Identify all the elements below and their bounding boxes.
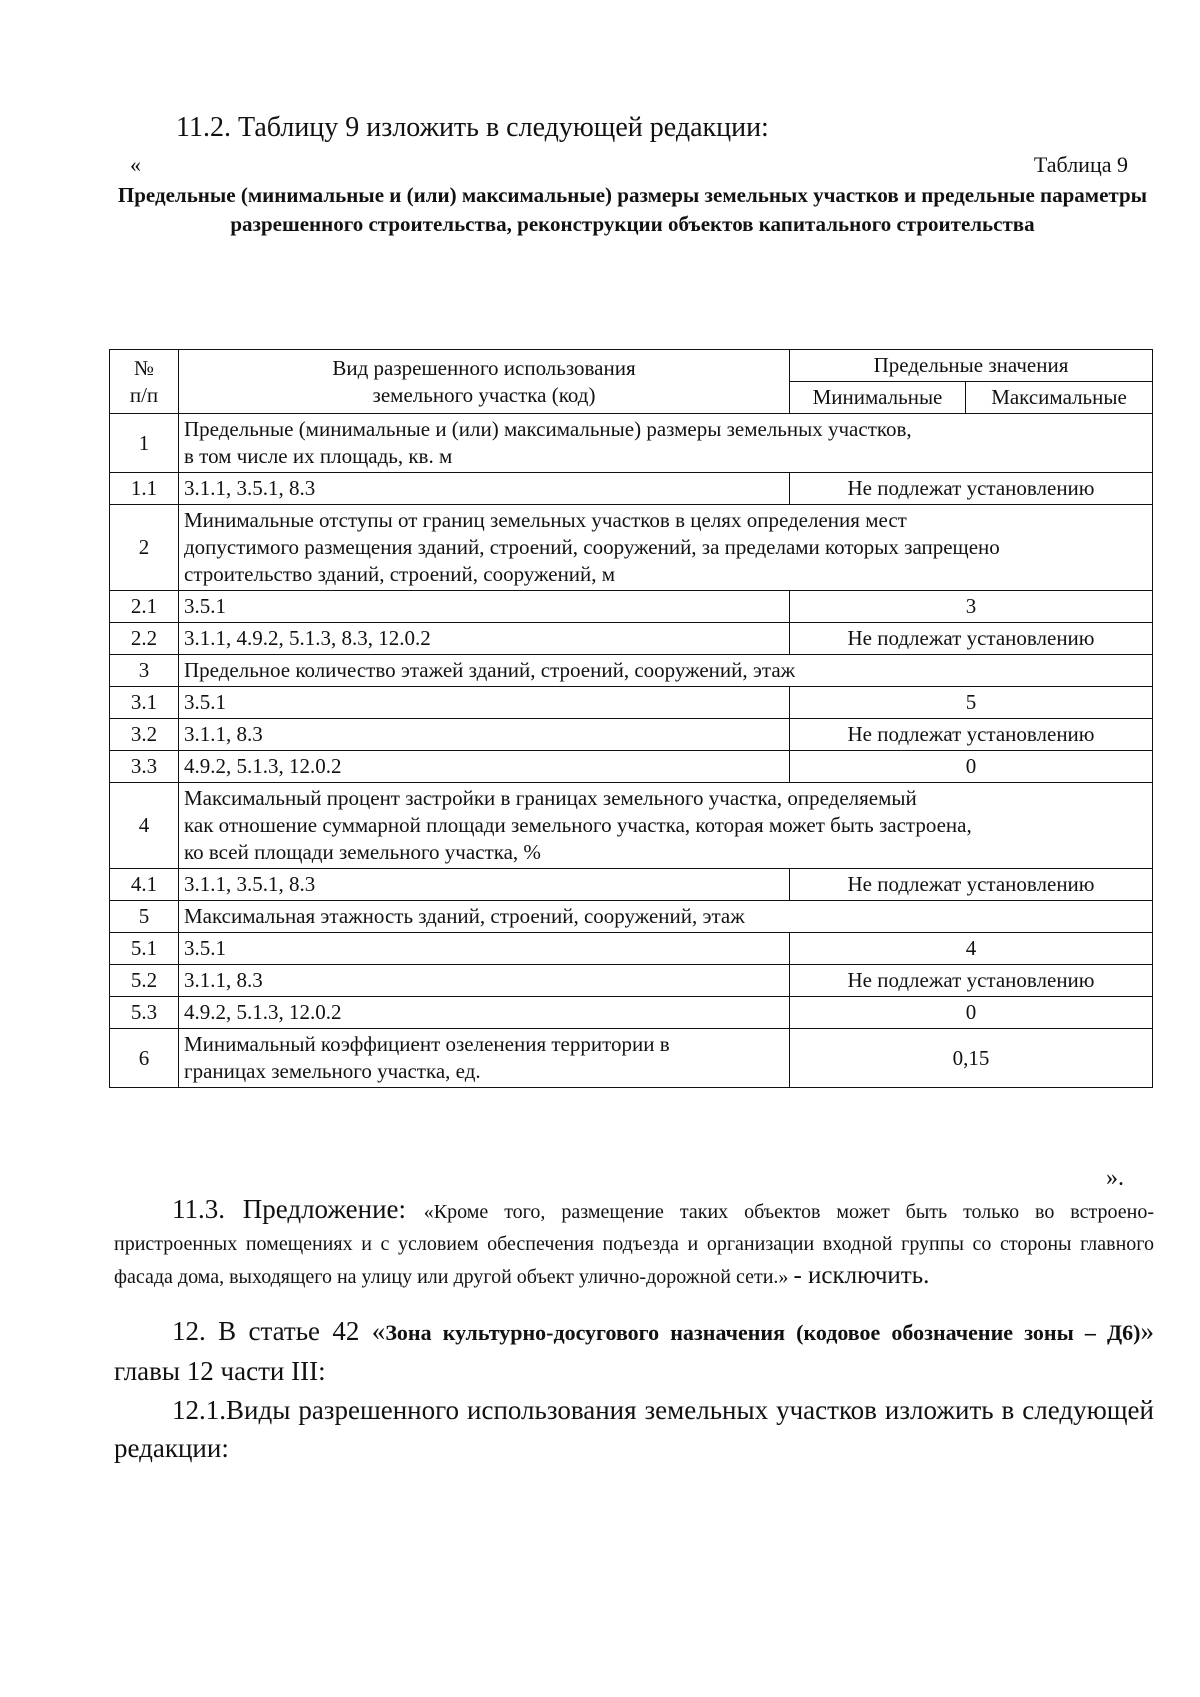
paragraph-tail: - исключить. [793, 1262, 930, 1289]
section-description [179, 414, 1153, 473]
row-code-line: границах земельного участка, ед. [184, 1059, 481, 1083]
table-row [110, 751, 1153, 783]
row-code: 4.9.2, 5.1.3, 12.0.2 [179, 997, 790, 1029]
table-row-section [110, 655, 1153, 687]
row-code [179, 1029, 790, 1088]
table-row [110, 1029, 1153, 1088]
limits-table [109, 349, 1153, 1088]
header-num-line: п/п [129, 382, 159, 407]
paragraph-lead: 11.3. Предложение: [172, 1194, 424, 1224]
row-code: 3.1.1, 4.9.2, 5.1.3, 8.3, 12.0.2 [179, 623, 790, 655]
row-code: 4.9.2, 5.1.3, 12.0.2 [179, 751, 790, 783]
row-value: Не подлежат установлению [790, 473, 1153, 505]
section-line: Минимальные отступы от границ земельных участков в целях определения мест [184, 508, 907, 532]
row-number: 1 [110, 414, 179, 473]
row-value: 5 [790, 687, 1153, 719]
table-row [110, 591, 1153, 623]
section-line: допустимого размещения зданий, строений, сооружений, за пределами которых запрещено [184, 535, 1000, 559]
paragraph-11-3 [114, 1193, 1154, 1293]
row-value: Не подлежат установлению [790, 965, 1153, 997]
row-number: 4 [110, 783, 179, 869]
paragraph-lead: 12. В статье 42 « [172, 1316, 386, 1346]
row-value: 0 [790, 997, 1153, 1029]
section-description [179, 655, 1153, 687]
row-number: 4.1 [110, 869, 179, 901]
section-line: строительство зданий, строений, сооружений, м [184, 562, 616, 586]
row-value: 0,15 [790, 1029, 1153, 1088]
header-type-line: земельного участка (код) [372, 382, 596, 407]
header-type-line: Вид разрешенного использования [332, 355, 636, 380]
header-min: Минимальные [790, 382, 966, 414]
table-row [110, 933, 1153, 965]
row-code: 3.1.1, 3.5.1, 8.3 [179, 869, 790, 901]
section-line: Предельные (минимальные и (или) максимальные) размеры земельных участков, [184, 417, 912, 441]
row-code: 3.1.1, 8.3 [179, 965, 790, 997]
table-title: Предельные (минимальные и (или) максимальные) размеры земельных участков и предельные параметры разрешенного строительства, реконструкции объектов капитального строительства [117, 183, 1148, 236]
paragraph-12 [114, 1312, 1154, 1390]
row-number: 5.3 [110, 997, 179, 1029]
row-code: 3.5.1 [179, 591, 790, 623]
row-number: 6 [110, 1029, 179, 1088]
row-number: 5.2 [110, 965, 179, 997]
table-row-section [110, 414, 1153, 473]
header-limits: Предельные значения [790, 350, 1153, 382]
row-code: 3.1.1, 3.5.1, 8.3 [179, 473, 790, 505]
row-code: 3.1.1, 8.3 [179, 719, 790, 751]
table-row [110, 965, 1153, 997]
row-number: 1.1 [110, 473, 179, 505]
table-row-section [110, 783, 1153, 869]
row-value: Не подлежат установлению [790, 719, 1153, 751]
header-num-line: № [133, 355, 155, 380]
row-number: 5.1 [110, 933, 179, 965]
row-value: Не подлежат установлению [790, 869, 1153, 901]
header-num [110, 350, 179, 414]
row-value: Не подлежат установлению [790, 623, 1153, 655]
section-line: Предельное количество этажей зданий, строений, сооружений, этаж [184, 658, 796, 682]
opening-quote: « [130, 152, 141, 177]
row-value: 4 [790, 933, 1153, 965]
row-code: 3.5.1 [179, 687, 790, 719]
section-line: Максимальный процент застройки в границах земельного участка, определяемый [184, 786, 917, 810]
row-number: 3.3 [110, 751, 179, 783]
row-number: 3 [110, 655, 179, 687]
row-number: 2.2 [110, 623, 179, 655]
closing-quote: ». [1106, 1165, 1124, 1191]
table-row [110, 719, 1153, 751]
paragraph-tail: » главы 12 части III: [114, 1316, 1154, 1386]
row-code-line: Минимальный коэффициент озеленения территории в [184, 1032, 670, 1056]
table-row [110, 687, 1153, 719]
table-row [110, 869, 1153, 901]
section-description [179, 505, 1153, 591]
section-description [179, 901, 1153, 933]
section-description [179, 783, 1153, 869]
row-number: 2.1 [110, 591, 179, 623]
paragraph-quoted: «Кроме того, размещение таких объектов может быть только во встроено-пристроенных помещениях и с условием обеспечения подъезда и организации входной группы со стороны главного фасада дома, выходящего на улицу или другой объект улично-дорожной сети.» [114, 1201, 1154, 1288]
section-heading: 11.2. Таблицу 9 изложить в следующей редакции: [176, 112, 769, 143]
paragraph-12-1: 12.1.Виды разрешенного использования земельных участков изложить в следующей редакции: [114, 1395, 1154, 1463]
section-line: как отношение суммарной площади земельного участка, которая может быть застроена, [184, 813, 972, 837]
section-line: Максимальная этажность зданий, строений, сооружений, этаж [184, 904, 745, 928]
row-code: 3.5.1 [179, 933, 790, 965]
row-value: 3 [790, 591, 1153, 623]
row-number: 3.2 [110, 719, 179, 751]
row-number: 3.1 [110, 687, 179, 719]
table-row [110, 623, 1153, 655]
zone-name: Зона культурно-досугового назначения (кодовое обозначение зоны – Д6) [385, 1320, 1141, 1345]
header-type [179, 350, 790, 414]
row-value: 0 [790, 751, 1153, 783]
row-number: 2 [110, 505, 179, 591]
section-line: в том числе их площадь, кв. м [184, 444, 453, 468]
header-max: Максимальные [966, 382, 1153, 414]
table-row [110, 997, 1153, 1029]
table-row-section [110, 901, 1153, 933]
row-number: 5 [110, 901, 179, 933]
table-row [110, 473, 1153, 505]
section-line: ко всей площади земельного участка, % [184, 840, 541, 864]
table-label: Таблица 9 [1033, 152, 1128, 177]
table-row-section [110, 505, 1153, 591]
